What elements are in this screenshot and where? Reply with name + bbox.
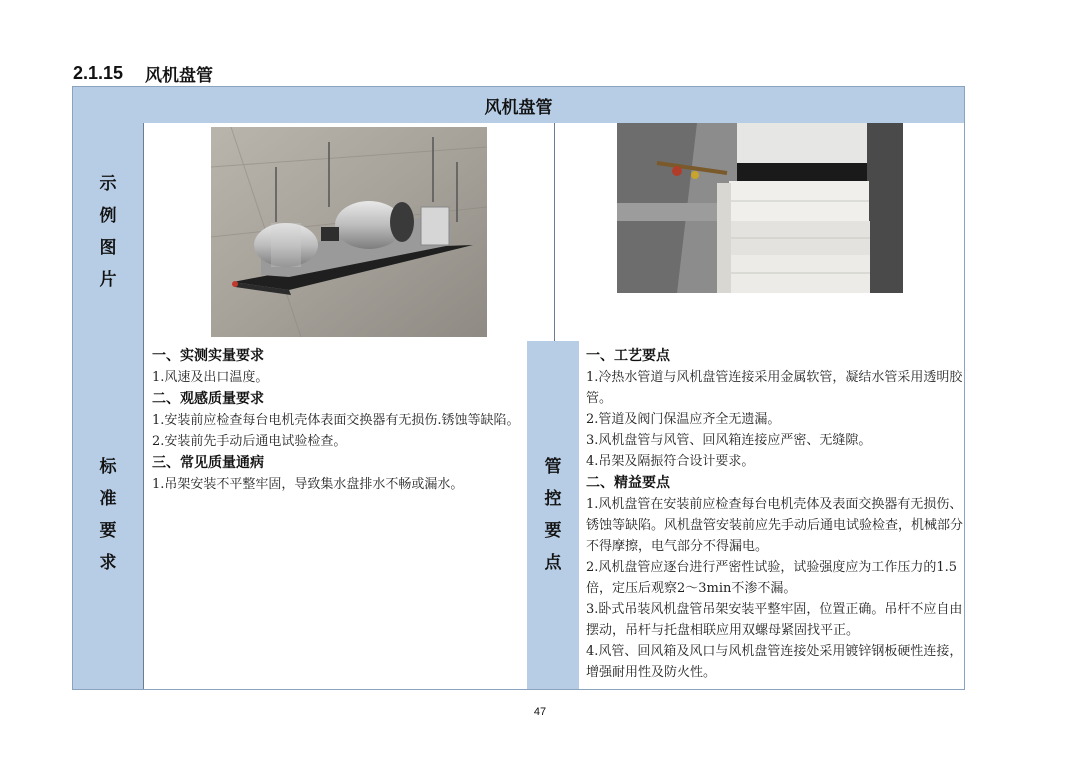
- section-title: 风机盘管: [145, 65, 214, 86]
- section-heading: [73, 60, 213, 86]
- side-label-example: 示 例 图 片: [73, 123, 143, 341]
- divider: [143, 123, 144, 689]
- control-points: [586, 345, 964, 683]
- standard-item: 1.吊架安装不平整牢固，导致集水盘排水不畅或漏水。: [152, 477, 464, 492]
- standard-heading-2: 二、观感质量要求: [152, 391, 264, 407]
- control-item: 2.风机盘管应逐台进行严密性试验，试验强度应为工作压力的1.5倍，定压后观察2～3min不渗不漏。: [586, 560, 958, 596]
- standard-item: 1.风速及出口温度。: [152, 370, 269, 385]
- page-number: 47: [533, 706, 547, 718]
- control-item: 3.风机盘管与风管、回风箱连接应严密、无缝隙。: [586, 433, 872, 448]
- side-label-control: 管 控 要 点: [527, 341, 579, 689]
- standard-item: 1.安装前应检查每台电机壳体表面交换器有无损伤.锈蚀等缺陷。: [152, 413, 520, 428]
- control-item: 1.风机盘管在安装前应检查每台电机壳体及表面交换器有无损伤、锈蚀等缺陷。风机盘管安装前应先手动后通电试验检查，机械部分不得摩擦，电气部分不得漏电。: [586, 497, 964, 554]
- control-item: 4.吊架及隔振符合设计要求。: [586, 454, 755, 469]
- control-heading-2: 二、精益要点: [586, 475, 670, 491]
- insulated-duct-photo: [617, 123, 903, 293]
- control-heading-1: 一、工艺要点: [586, 348, 670, 364]
- control-item: 2.管道及阀门保温应齐全无遗漏。: [586, 412, 781, 427]
- fan-coil-photo: [211, 127, 487, 337]
- spec-table: [72, 86, 965, 690]
- control-item: 4.风管、回风箱及风口与风机盘管连接处采用镀锌钢板硬性连接，增强耐用性及防火性。: [586, 644, 963, 680]
- divider: [554, 123, 555, 341]
- standard-heading-1: 一、实测实量要求: [152, 348, 264, 364]
- table-header: 风机盘管: [73, 87, 964, 123]
- side-label-standard: 标 准 要 求: [73, 341, 143, 689]
- standard-item: 2.安装前先手动后通电试验检查。: [152, 434, 347, 449]
- standard-requirements: [152, 345, 524, 495]
- standard-heading-3: 三、常见质量通病: [152, 455, 264, 471]
- control-item: 3.卧式吊装风机盘管吊架安装平整牢固，位置正确。吊杆不应自由摆动，吊杆与托盘相联应用双螺母紧固找平正。: [586, 602, 963, 638]
- section-number: 2.1.15: [73, 62, 124, 83]
- control-item: 1.冷热水管道与风机盘管连接采用金属软管，凝结水管采用透明胶管。: [586, 370, 963, 406]
